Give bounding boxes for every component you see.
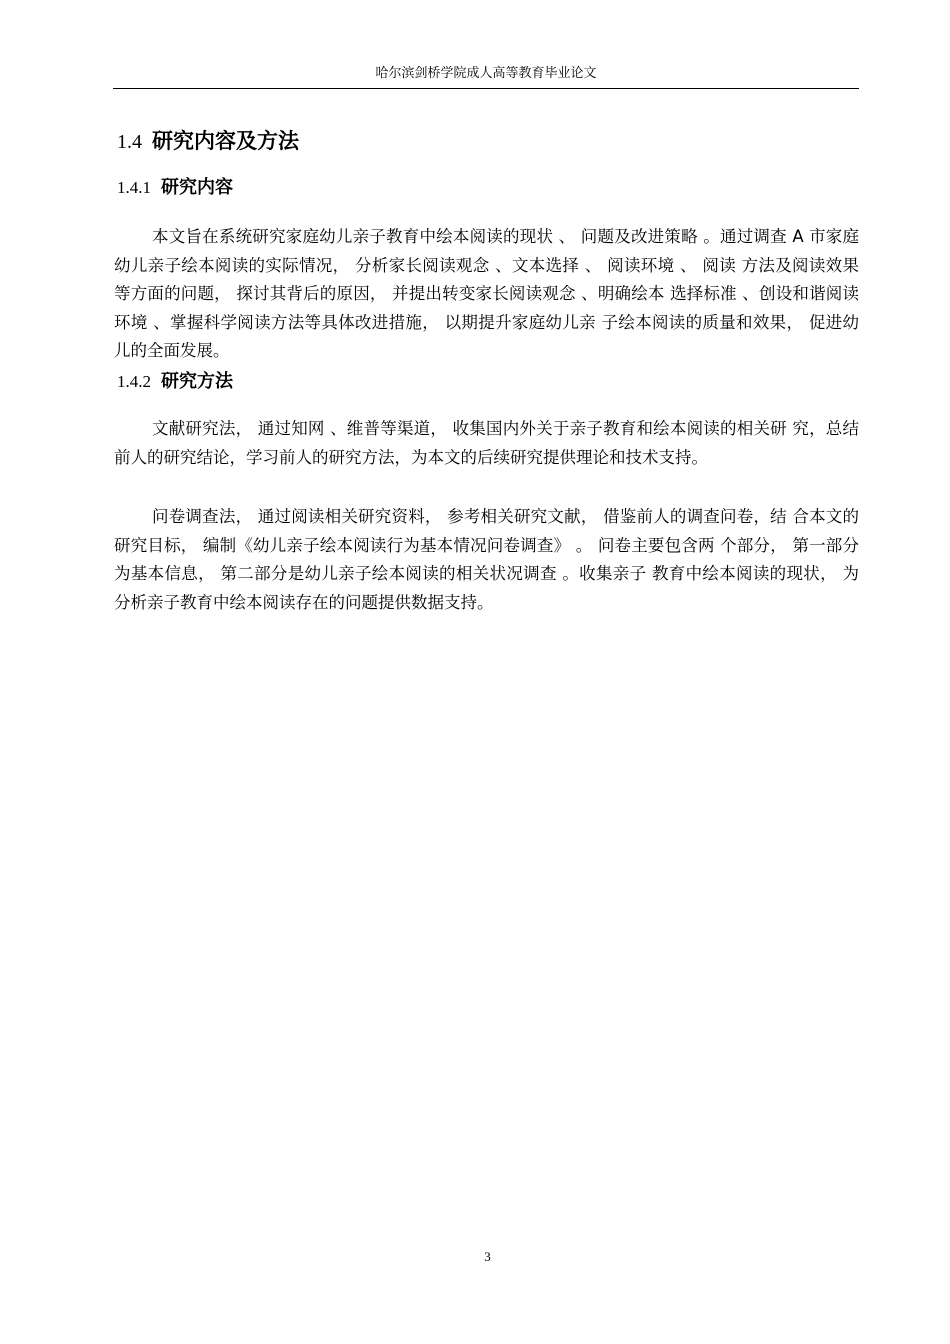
page-number: 3 [484, 1249, 491, 1264]
paragraph-research-content: 本文旨在系统研究家庭幼儿亲子教育中绘本阅读的现状 、 问题及改进策略 。通过调查 A 市家庭幼儿亲子绘本阅读的实际情况， 分析家长阅读观念 、文本选择 、 阅读环境 、 阅读 方法及阅读效果等方面的问题， 探讨其背后的原因， 并提出转变家长阅读观念 、明确绘本 选择标准 、创设和谐阅读环境 、掌握科学阅读方法等具体改进措施， 以期提升家庭幼儿亲 子绘本阅读的质量和效果， 促进幼儿的全面发展。 [114, 227, 859, 360]
section-heading [117, 126, 299, 157]
section-title: 研究内容及方法 [152, 129, 299, 153]
running-header: 哈尔滨剑桥学院成人高等教育毕业论文 [375, 66, 597, 81]
subsection-number: 1.4.2 [117, 372, 151, 391]
subsection-heading-content [117, 175, 233, 201]
section-number: 1.4 [117, 131, 142, 153]
subsection-title: 研究方法 [161, 371, 233, 392]
subsection-title: 研究内容 [161, 177, 233, 198]
subsection-heading-methods [117, 369, 233, 395]
subsection-number: 1.4.1 [117, 178, 151, 197]
paragraph-literature-method: 文献研究法， 通过知网 、维普等渠道， 收集国内外关于亲子教育和绘本阅读的相关研 究，总结前人的研究结论，学习前人的研究方法，为本文的后续研究提供理论和技术支持。 [114, 419, 859, 467]
header-divider [113, 88, 859, 89]
paragraph-survey-method: 问卷调查法， 通过阅读相关研究资料， 参考相关研究文献， 借鉴前人的调查问卷，结 合本文的研究目标， 编制《幼儿亲子绘本阅读行为基本情况问卷调查》 。 问卷主要包含两 个部分， 第一部分为基本信息， 第二部分是幼儿亲子绘本阅读的相关状况调查 。收集亲子 教育中绘本阅读的现状， 为分析亲子教育中绘本阅读存在的问题提供数据支持。 [114, 507, 859, 612]
